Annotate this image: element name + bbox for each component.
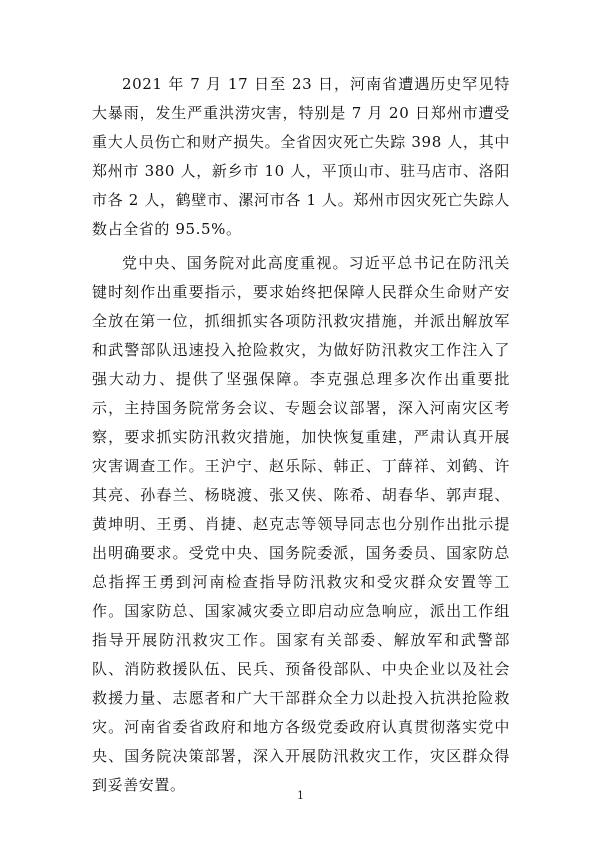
paragraph-1: 2021 年 7 月 17 日至 23 日，河南省遭遇历史罕见特大暴雨，发生严重洪涝灾害，特别是 7 月 20 日郑州市遭受重大人员伤亡和财产损失。全省因灾死亡失踪 398 人，其中郑州市 380 人，新乡市 10 人，平顶山市、驻马店市、洛阳市各 2 人，鹤壁市、漯河市各 1 人。郑州市因灾死亡失踪人数占全省的 95.5%。: [92, 75, 510, 238]
page-number: 1: [297, 789, 304, 802]
paragraph-2: 党中央、国务院对此高度重视。习近平总书记在防汛关键时刻作出重要指示，要求始终把保障人民群众生命财产安全放在第一位，抓细抓实各项防汛救灾措施，并派出解放军和武警部队迅速投入抢险救灾，为做好防汛救灾工作注入了强大动力、提供了坚强保障。李克强总理多次作出重要批示，主持国务院常务会议、专题会议部署，深入河南灾区考察，要求抓实防汛救灾措施，加快恢复重建，严肃认真开展灾害调查工作。王沪宁、赵乐际、韩正、丁薛祥、刘鹤、许其亮、孙春兰、杨晓渡、张又侠、陈希、胡春华、郭声琨、黄坤明、王勇、肖捷、赵克志等领导同志也分别作出批示提出明确要求。受党中央、国务院委派，国务委员、国家防总总指挥王勇到河南检查指导防汛救灾和受灾群众安置等工作。国家防总、国家减灾委立即启动应急响应，派出工作组指导开展防汛救灾工作。国家有关部委、解放军和武警部队、消防救援队伍、民兵、预备役部队、中央企业以及社会救援力量、志愿者和广大干部群众全力以赴投入抗洪抢险救灾。河南省委省政府和地方各级党委政府认真贯彻落实党中央、国务院决策部署，深入开展防汛救灾工作，灾区群众得到妥善安置。: [92, 254, 510, 794]
document-body: [92, 70, 510, 800]
